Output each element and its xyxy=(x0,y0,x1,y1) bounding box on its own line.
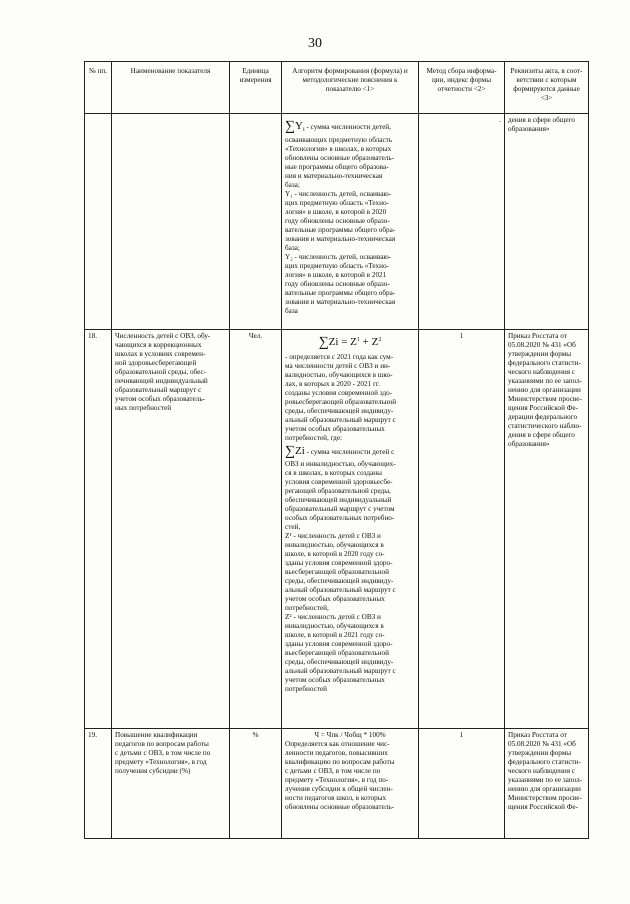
text-line: альный образовательный маршрут с xyxy=(285,667,396,675)
sigma-symbol: ∑ xyxy=(285,443,295,459)
text-line: щих предметную область «Техно- xyxy=(285,261,389,270)
text-line: Министерством просве- xyxy=(508,395,582,403)
name-lines xyxy=(115,332,226,413)
text-line: среды, обеспечивающей индивиду- xyxy=(285,406,394,415)
text-line: вьесберегающей образовательной xyxy=(285,649,389,657)
cell-num: 18. xyxy=(85,330,112,729)
formula: Ч = Чпк / Чобщ * 100% xyxy=(314,731,386,739)
sigma-subscript: i xyxy=(302,127,305,133)
text-line: инвалидностью, обучающихся в xyxy=(285,622,384,630)
requisites-lines xyxy=(508,116,585,134)
text-line: дерации федерального xyxy=(508,413,578,421)
text-line: дения в сфере общего xyxy=(508,431,575,439)
algorithm-lines-b xyxy=(285,460,415,694)
table-row-18 xyxy=(85,330,589,729)
text-line: обеспечивающей индивидуальный xyxy=(285,496,392,504)
text-line: ния и материально-техническая xyxy=(285,171,383,180)
text-line: указаниями по ее запол- xyxy=(508,776,583,784)
header-algorithm: Алгоритм формирования (формула) и методологические пояснения к показателю <1> xyxy=(282,62,419,114)
text-line: Z¹ - численность детей с ОВЗ и xyxy=(285,532,381,540)
text-line: логия» в школе, в которой в 2021 xyxy=(285,270,387,279)
text-line: альный образовательный маршрут с xyxy=(285,586,396,594)
sigma-text: - сумма численности детей, xyxy=(304,123,391,131)
cell-algorithm: $\sum Y_i$ - сумма численности детей, осваивающих предметную область «Технология» в школах, в которых обновлены основные образователь- ные программы общего образова- ния и материально-техническая база; Y₁ - численность детей, осваиваю- щих предметную область «Техно- логия» в школе, в которой в 2020 году обновлены основные образо- вательные программы общего обра- зования и материально-техническая база; Y₂ - численность детей, осваиваю- щих предметную область «Техно- логия» в школе, в которой в 2021 году обновлены основные образо- вательные программы общего обра- зования и материально-техническая база xyxy=(282,114,419,330)
cell-unit xyxy=(230,114,282,330)
text-line: созданы условия современной здо- xyxy=(285,388,393,397)
text-line: лах, в которых в 2020 - 2021 гг. xyxy=(285,379,380,388)
cell-unit: % xyxy=(230,729,282,839)
text-line: ровьесберегающей образовательной xyxy=(285,397,397,406)
text-line: школе, в которой в 2020 году со- xyxy=(285,550,385,558)
table-header-row xyxy=(85,62,589,114)
text-line: зования и материально-техническая xyxy=(285,297,396,306)
text-line: учетом особых образователь- xyxy=(115,395,205,403)
text-line: потребностей xyxy=(285,685,328,693)
formula: $\sum Zi = Z^1 + Z^2$ xyxy=(318,335,382,350)
text-line: щения Российской Фе- xyxy=(508,404,579,412)
text-line: валидностью, обучающихся в шко- xyxy=(285,370,393,379)
cell-requisites xyxy=(505,330,589,729)
text-line: Y₁ - численность детей, осваиваю- xyxy=(285,189,392,198)
text-line: ности педагогов школ, в которых xyxy=(285,794,387,802)
text-line: регающей образовательной среды, xyxy=(285,487,391,495)
text-line: вательные программы общего обра- xyxy=(285,288,396,297)
text-line: база xyxy=(285,306,298,315)
text-line: - определяется с 2021 года как сум- xyxy=(285,352,394,361)
cell-name xyxy=(112,729,230,839)
text-line: ленности педагогов, повысивших xyxy=(285,749,388,757)
cell-method: 1 xyxy=(419,729,505,839)
text-line: альный образовательный маршрут с xyxy=(285,415,396,424)
text-line: Y₂ - численность детей, осваиваю- xyxy=(285,252,392,261)
text-line: утверждении формы xyxy=(508,350,572,358)
cell-num xyxy=(85,114,112,330)
text-line: особых образовательных потребно- xyxy=(285,514,395,522)
text-line: Министерством просве- xyxy=(508,794,582,802)
text-line: учетом особых образовательных xyxy=(285,676,385,684)
header-num: № пп. xyxy=(85,62,112,114)
text-line: статистического наблю- xyxy=(508,422,582,430)
indicators-table xyxy=(84,61,589,839)
table-row-continuation xyxy=(85,114,589,330)
text-line: ся в школах, в которых созданы xyxy=(285,469,382,477)
text-line: Повышение квалификации xyxy=(115,731,198,739)
text-line: федерального статисти- xyxy=(508,359,581,367)
text-line: нению для организации xyxy=(508,785,581,793)
cell-requisites xyxy=(505,114,589,330)
text-line: щения Российской Фе- xyxy=(508,803,579,811)
text-line: образовательной среды, обес- xyxy=(115,368,207,376)
text-line: образования» xyxy=(508,125,550,133)
requisites-lines xyxy=(508,731,585,812)
requisites-lines xyxy=(508,332,585,449)
text-line: среды, обеспечивающей индивиду- xyxy=(285,577,394,585)
text-line: получения субсидии (%) xyxy=(115,767,191,775)
text-line: зданы условия современной здоро- xyxy=(285,640,393,648)
text-line: обновлены основные образователь- xyxy=(285,803,395,811)
text-line: с детьми с ОВЗ, в том числе по xyxy=(115,749,211,757)
cell-unit: Чел. xyxy=(230,330,282,729)
text-line: году обновлены основные образо- xyxy=(285,216,390,225)
text-line: ной здоровьесберегающей xyxy=(115,359,197,367)
text-line: ма численности детей с ОВЗ и ин- xyxy=(285,361,391,370)
text-line: квалификацию по вопросам работы xyxy=(285,758,395,766)
sigma-symbol: ∑ xyxy=(285,119,295,134)
text-line: педагогов по вопросам работы xyxy=(115,740,209,748)
text-line: печивающей индивидуальный xyxy=(115,377,208,385)
text-line: среды, обеспечивающей индивиду- xyxy=(285,658,394,666)
text-line: нению для организации xyxy=(508,386,581,394)
text-line: логия» в школе, в которой в 2020 xyxy=(285,207,387,216)
text-line: «Технология» в школах, в которых xyxy=(285,144,392,153)
text-line: Приказ Росстата от xyxy=(508,332,567,340)
text-line: зданы условия современной здоро- xyxy=(285,559,393,567)
text-line: дения в сфере общего xyxy=(508,116,575,124)
algorithm-lines xyxy=(285,136,415,316)
text-line: щих предметную область «Техно- xyxy=(285,198,389,207)
text-line: ческого наблюдения с xyxy=(508,767,575,775)
text-line: чающихся в коррекционных xyxy=(115,341,202,349)
text-line: осваивающих предметную область xyxy=(285,135,393,144)
text-line: условия современной здоровьесбе- xyxy=(285,478,393,486)
text-line: ных потребностей xyxy=(115,404,172,412)
text-line: утверждении формы xyxy=(508,749,572,757)
text-line: 05.08.2020 № 431 «Об xyxy=(508,341,576,349)
text-line: вательные программы общего обра- xyxy=(285,225,396,234)
header-requisites: Реквизиты акта, в соот-ветствии с которым формируются данные <3> xyxy=(505,62,589,114)
algorithm-lines xyxy=(285,740,415,812)
sigma-text: - сумма численности детей с xyxy=(304,447,395,456)
text-line: указаниями по ее запол- xyxy=(508,377,583,385)
text-line: учетом особых образовательных xyxy=(285,424,385,433)
text-line: ОВЗ и инвалидностью, обучающих- xyxy=(285,460,396,468)
cell-algorithm xyxy=(282,729,419,839)
cell-requisites xyxy=(505,729,589,839)
header-unit: Единица измерения xyxy=(230,62,282,114)
algorithm-lines-a xyxy=(285,353,415,443)
name-lines xyxy=(115,731,226,776)
text-line: Определяется как отношение чис- xyxy=(285,740,390,748)
text-line: потребностей, xyxy=(285,604,329,612)
text-line: образования» xyxy=(508,440,550,448)
cell-method: 1 xyxy=(419,330,505,729)
text-line: стей, xyxy=(285,523,301,531)
cell-algorithm: $\sum Zi = Z^1 + Z^2$ - определяется с 2021 года как сум- ма численности детей с ОВЗ и ин- валидностью, обучающихся в шко- лах, в которых в 2020 - 2021 гг. созданы условия современной здо- ровьесберегающей образовательной среды, обеспечивающей индивиду- альный образовательный маршрут с учетом особых образовательных потребностей, где: ∑Zi - сумма численности детей с ОВЗ и инвалидностью, обучающих- ся в школах, в которых созданы условия современной здоровьесбе- регающей образовательной среды, обеспечивающей индивидуальный образовательный маршрут с учетом особых образовательных потребно- стей, Z¹ - численность детей с ОВЗ и инвалидностью, обучающихся в школе, в которой в 2020 году со- зданы условия современной здоро- вьесберегающей образовательной среды, обеспечивающей индивиду- альный образовательный маршрут с учетом особых образовательных потребностей, Z² - численность детей с ОВЗ и инвалидностью, обучающихся в школе, в которой в 2021 году со- зданы условия современной здоро- вьесберегающей образовательной среды, обеспечивающей индивиду- альный образовательный маршрут с учетом особых образовательных потребностей xyxy=(282,330,419,729)
page-number: 30 xyxy=(308,36,322,51)
text-line: школах в условиях современ- xyxy=(115,350,206,358)
text-line: Z² - численность детей с ОВЗ и xyxy=(285,613,381,621)
text-line: предмету «Технология», в год по- xyxy=(285,776,389,784)
text-line: Приказ Росстата от xyxy=(508,731,567,739)
text-line: ные программы общего образова- xyxy=(285,162,389,171)
text-line: лучения субсидии к общей числен- xyxy=(285,785,393,793)
table-row-19 xyxy=(85,729,589,839)
text-line: база; xyxy=(285,243,300,252)
text-line: инвалидностью, обучающихся в xyxy=(285,541,384,549)
cell-num: 19. xyxy=(85,729,112,839)
text-line: зования и материально-техническая xyxy=(285,234,396,243)
text-line: Численность детей с ОВЗ, обу- xyxy=(115,332,211,340)
text-line: обновлены основные образователь- xyxy=(285,153,395,162)
text-line: году обновлены основные образо- xyxy=(285,279,390,288)
text-line: потребностей, где: xyxy=(285,433,343,442)
text-line: вьесберегающей образовательной xyxy=(285,568,389,576)
text-line: школе, в которой в 2021 году со- xyxy=(285,631,385,639)
header-name: Наименование показателя xyxy=(112,62,230,114)
text-line: учетом особых образовательных xyxy=(285,595,385,603)
text-line: 05.08.2020 № 431 «Об xyxy=(508,740,576,748)
text-line: предмету «Технология», в год xyxy=(115,758,207,766)
cell-name xyxy=(112,330,230,729)
text-line: ческого наблюдения с xyxy=(508,368,575,376)
text-line: образовательный маршрут с учетом xyxy=(285,505,395,513)
text-line: федерального статисти- xyxy=(508,758,581,766)
text-line: база; xyxy=(285,180,300,189)
text-line: образовательный маршрут с xyxy=(115,386,202,394)
cell-name xyxy=(112,114,230,330)
text-line: с детьми с ОВЗ, в том числе по xyxy=(285,767,381,775)
header-method: Метод сбора информа-ции, индекс формы отчетности <2> xyxy=(419,62,505,114)
cell-method: . xyxy=(419,114,505,330)
